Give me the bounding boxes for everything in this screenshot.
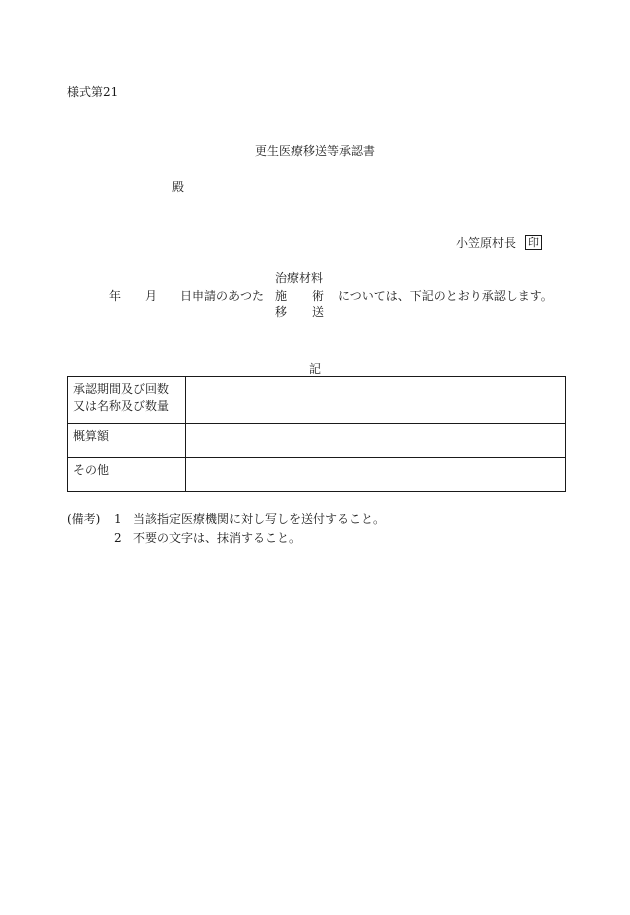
option-transfer-left: 移 [275,305,288,319]
option-procedure-right: 術 [312,289,325,303]
remark-number: 2 [114,531,122,545]
document-title: 更生医療移送等承認書 [254,144,375,158]
option-transfer-right: 送 [312,305,325,319]
month-label: 月 [145,289,158,303]
remarks-label: (備考) [67,512,101,526]
note-heading: 記 [308,362,321,376]
seal-box: 印 [525,235,542,250]
year-label: 年 [109,289,122,303]
value-cell-estimated-amount[interactable] [186,424,566,458]
day-applied-label: 日申請のあつた [180,289,265,303]
row-label-estimated-amount: 概算額 [68,424,186,458]
row-label-other: その他 [68,458,186,492]
row-label-line: 承認期間及び回数 [73,382,170,396]
table-row [68,424,566,458]
issuer-block [456,235,542,250]
issuer-name: 小笠原村長 [455,235,516,250]
option-procedure-left: 施 [275,289,288,303]
remark-number: 1 [114,512,122,526]
row-label-line: 又は名称及び数量 [73,399,170,413]
row-label-period-quantity [68,377,186,424]
addressee-suffix: 殿 [172,180,185,194]
remark-text: 不要の文字は、抹消すること。 [133,531,302,545]
form-number: 様式第21 [67,85,119,99]
table-row [68,458,566,492]
remark-text: 当該指定医療機関に対し写しを送付すること。 [133,512,386,526]
option-treatment-materials: 治療材料 [275,271,324,285]
table-row [68,377,566,424]
approval-statement: については、下記のとおり承認します。 [338,289,553,303]
value-cell-other[interactable] [186,458,566,492]
value-cell-period-quantity[interactable] [186,377,566,424]
detail-table [67,376,566,492]
